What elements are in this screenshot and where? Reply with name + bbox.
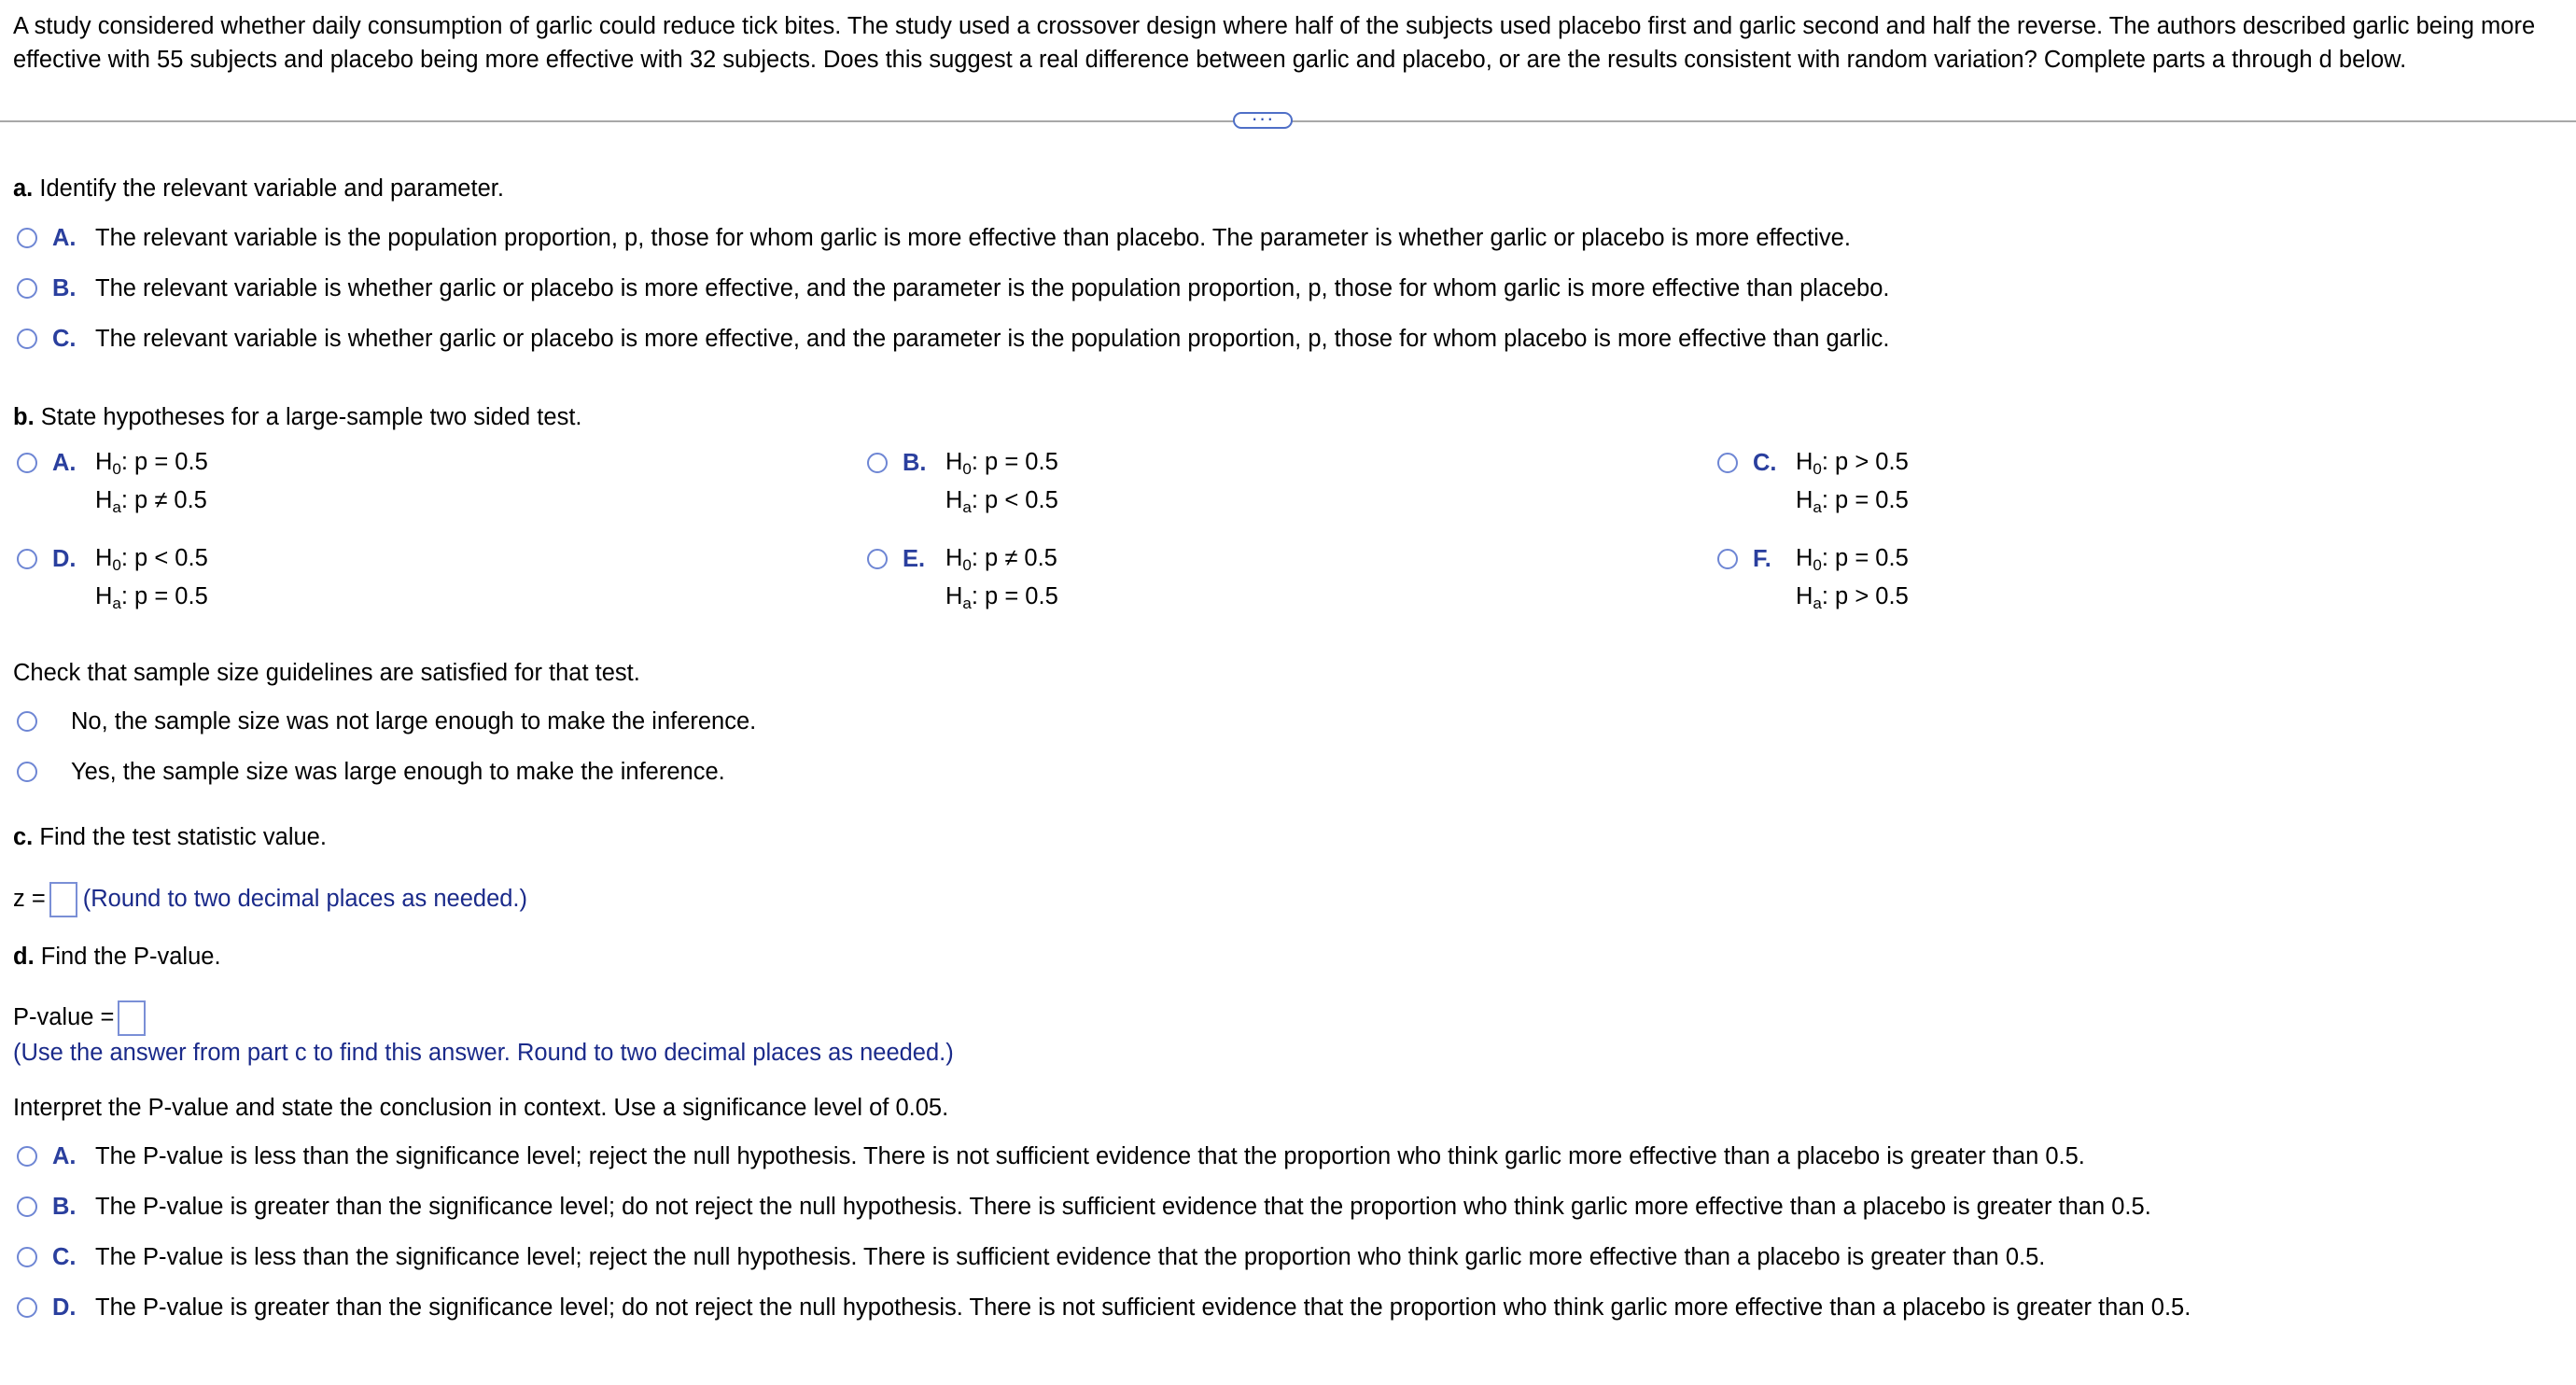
sample-size-prompt: Check that sample size guidelines are satisfied for that test. (13, 660, 640, 686)
part-b-option-d[interactable] (17, 545, 208, 616)
radio-button[interactable] (867, 453, 888, 473)
option-text: No, the sample size was not large enough to make the inference. (71, 708, 757, 734)
pvalue-label: P-value = (13, 1004, 115, 1030)
z-input[interactable] (49, 882, 77, 917)
option-text: The P-value is greater than the significance level; do not reject the null hypothesis. There is sufficient evidence that the proportion who think garlic more effective than a placebo is greater than 0.5. (95, 1194, 2151, 1220)
radio-button[interactable] (17, 1196, 37, 1217)
radio-button[interactable] (17, 549, 37, 569)
part-c-label: c. (13, 824, 34, 850)
option-letter: D. (52, 546, 77, 572)
option-text: The P-value is greater than the significance level; do not reject the null hypothesis. There is not sufficient evidence that the proportion who think garlic more effective than a placebo is greater than 0.5. (95, 1294, 2191, 1321)
radio-button[interactable] (1717, 453, 1738, 473)
hypothesis-pair (945, 545, 1058, 616)
radio-button[interactable] (17, 711, 37, 732)
null-hypothesis: $H_0$: p ≠ 0.5 (945, 545, 1057, 574)
option-letter: C. (52, 1244, 77, 1270)
z-hint: (Round to two decimal places as needed.) (82, 886, 528, 912)
pvalue-answer-row (13, 999, 151, 1036)
alternative-hypothesis: $H_a$: p < 0.5 (945, 487, 1058, 516)
null-hypothesis: $H_0$: p > 0.5 (1796, 449, 1909, 478)
radio-button[interactable] (1717, 549, 1738, 569)
part-a-option-c[interactable] (17, 325, 1890, 353)
part-d-label: d. (13, 944, 35, 970)
hypothesis-pair (95, 449, 208, 520)
null-hypothesis: $H_0$: p = 0.5 (1796, 545, 1909, 574)
part-d-prompt (13, 943, 221, 971)
option-text: Yes, the sample size was large enough to make the inference. (71, 759, 725, 785)
alternative-hypothesis: $H_a$: p ≠ 0.5 (95, 487, 207, 516)
part-a-option-b[interactable] (17, 274, 1890, 302)
option-letter: E. (903, 546, 926, 572)
alternative-hypothesis: $H_a$: p = 0.5 (1796, 487, 1909, 516)
option-letter: A. (52, 225, 77, 251)
option-text: The relevant variable is whether garlic or placebo is more effective, and the parameter is the population proportion, p, those for whom placebo is more effective than garlic. (95, 326, 1890, 352)
interpret-prompt: Interpret the P-value and state the conclusion in context. Use a significance level of 0.05. (13, 1095, 949, 1121)
part-b-prompt (13, 403, 582, 431)
radio-button[interactable] (17, 278, 37, 299)
part-a-text: Identify the relevant variable and parameter. (39, 175, 504, 202)
null-hypothesis: $H_0$: p < 0.5 (95, 545, 208, 574)
option-letter: F. (1753, 546, 1771, 572)
option-text: The relevant variable is the population proportion, p, those for whom garlic is more effective than placebo. The parameter is whether garlic or placebo is more effective. (95, 225, 1851, 251)
part-d-text: Find the P-value. (40, 944, 221, 970)
part-b-label: b. (13, 404, 35, 430)
part-d-option-d[interactable] (17, 1294, 2191, 1322)
part-b-text: State hypotheses for a large-sample two sided test. (40, 404, 582, 430)
part-a-option-a[interactable] (17, 224, 1851, 252)
part-b-option-e[interactable] (867, 545, 1058, 616)
part-d-option-a[interactable] (17, 1142, 2085, 1170)
more-options-button[interactable]: ··· (1233, 112, 1293, 129)
sample-size-option-yes[interactable] (17, 758, 725, 786)
hypothesis-pair (1796, 545, 1909, 616)
option-letter: A. (52, 450, 77, 476)
radio-button[interactable] (17, 1146, 37, 1167)
radio-button[interactable] (17, 228, 37, 248)
part-a-prompt (13, 175, 504, 203)
pvalue-hint: (Use the answer from part c to find this answer. Round to two decimal places as needed.) (13, 1040, 954, 1066)
part-b-option-a[interactable] (17, 449, 208, 520)
sample-size-option-no[interactable] (17, 707, 756, 735)
part-b-option-f[interactable] (1717, 545, 1909, 616)
radio-button[interactable] (17, 1297, 37, 1318)
option-letter: C. (1753, 450, 1777, 476)
z-answer-row (13, 880, 527, 917)
null-hypothesis: $H_0$: p = 0.5 (945, 449, 1058, 478)
part-b-option-c[interactable] (1717, 449, 1909, 520)
option-letter: D. (52, 1294, 77, 1321)
part-c-prompt (13, 823, 327, 851)
option-letter: B. (52, 275, 77, 301)
radio-button[interactable] (17, 1247, 37, 1267)
part-d-option-c[interactable] (17, 1243, 2045, 1271)
part-b-option-b[interactable] (867, 449, 1058, 520)
option-letter: B. (903, 450, 927, 476)
alternative-hypothesis: $H_a$: p = 0.5 (945, 583, 1058, 612)
option-letter: A. (52, 1143, 77, 1169)
null-hypothesis: $H_0$: p = 0.5 (95, 449, 208, 478)
radio-button[interactable] (17, 762, 37, 782)
hypothesis-pair (1796, 449, 1909, 520)
option-letter: B. (52, 1194, 77, 1220)
option-text: The relevant variable is whether garlic or placebo is more effective, and the parameter is the population proportion, p, those for whom garlic is more effective than placebo. (95, 275, 1890, 301)
option-text: The P-value is less than the significance level; reject the null hypothesis. There is not sufficient evidence that the proportion who think garlic more effective than a placebo is greater than 0.5. (95, 1143, 2085, 1169)
hypothesis-pair (945, 449, 1058, 520)
pvalue-input[interactable] (118, 1000, 146, 1036)
z-label: z = (13, 886, 46, 912)
radio-button[interactable] (867, 549, 888, 569)
part-a-label: a. (13, 175, 34, 202)
radio-button[interactable] (17, 329, 37, 349)
radio-button[interactable] (17, 453, 37, 473)
question-intro: A study considered whether daily consumption of garlic could reduce tick bites. The study used a crossover design where half of the subjects used placebo first and garlic second and half the reverse. The authors described garlic being more effective with 55 subjects and placebo being more effective with 32 subjects. Does this suggest a real difference between garlic and placebo, or are the results consistent with random variation? Complete parts a through d below. (13, 13, 2536, 73)
part-c-text: Find the test statistic value. (39, 824, 327, 850)
hypothesis-pair (95, 545, 208, 616)
option-text: The P-value is less than the significance level; reject the null hypothesis. There is sufficient evidence that the proportion who think garlic more effective than a placebo is greater than 0.5. (95, 1244, 2046, 1270)
option-letter: C. (52, 326, 77, 352)
alternative-hypothesis: $H_a$: p = 0.5 (95, 583, 208, 612)
alternative-hypothesis: $H_a$: p > 0.5 (1796, 583, 1909, 612)
part-d-option-b[interactable] (17, 1193, 2151, 1221)
